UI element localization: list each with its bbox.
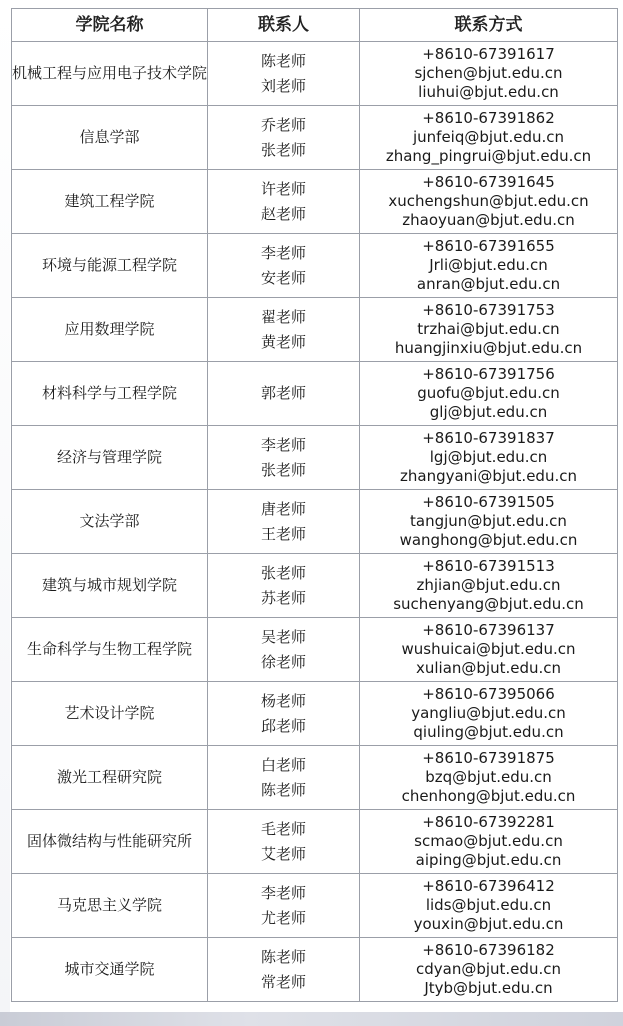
table-body [12,42,618,1002]
email-address: suchenyang@bjut.edu.cn [393,595,584,613]
phone-number: +8610-67391756 [422,365,555,383]
contact-person-name: 刘老师 [260,76,306,95]
college-name-cell: 信息学部 [12,106,208,170]
phone-number: +8610-67391505 [422,493,555,511]
contact-person-cell [208,42,360,106]
table-row [12,490,618,554]
contact-person-name: 王老师 [260,524,306,543]
contact-person-name: 安老师 [260,268,306,287]
header-college-name: 学院名称 [12,9,208,42]
contact-person-name: 张老师 [260,563,306,582]
contact-method-cell [360,938,618,1002]
email-address: aiping@bjut.edu.cn [415,851,562,869]
phone-number: +8610-67395066 [422,685,555,703]
email-address: chenhong@bjut.edu.cn [401,787,576,805]
contact-person-name: 李老师 [260,883,306,902]
contact-person-cell [208,298,360,362]
contact-person-cell [208,490,360,554]
contact-method-cell [360,106,618,170]
college-name-cell: 机械工程与应用电子技术学院 [12,42,208,106]
phone-number: +8610-67391655 [422,237,555,255]
college-name-cell: 应用数理学院 [12,298,208,362]
contact-person-name: 李老师 [260,435,306,454]
email-address: huangjinxiu@bjut.edu.cn [394,339,583,357]
college-name-cell: 激光工程研究院 [12,746,208,810]
email-address: lgj@bjut.edu.cn [429,448,548,466]
contact-method-cell [360,298,618,362]
college-name-cell: 马克思主义学院 [12,874,208,938]
table-row [12,938,618,1002]
header-contact-method: 联系方式 [360,9,618,42]
college-name-cell: 文法学部 [12,490,208,554]
contact-person-cell [208,682,360,746]
college-name-cell: 固体微结构与性能研究所 [12,810,208,874]
contact-person-cell [208,170,360,234]
email-address: zhaoyuan@bjut.edu.cn [402,211,575,229]
email-address: qiuling@bjut.edu.cn [413,723,564,741]
contact-method-cell [360,746,618,810]
contact-method-cell [360,682,618,746]
contact-person-cell [208,554,360,618]
table-header-row [12,9,618,42]
email-address: scmao@bjut.edu.cn [414,832,563,850]
contact-person-name: 白老师 [260,755,306,774]
contact-person-name: 杨老师 [260,691,306,710]
contact-person-cell [208,106,360,170]
contact-person-name: 徐老师 [260,652,306,671]
contact-method-cell [360,170,618,234]
college-contact-table [11,8,618,1002]
table-row [12,362,618,426]
contact-person-name: 邱老师 [260,716,306,735]
contact-person-name: 张老师 [260,460,306,479]
phone-number: +8610-67396182 [422,941,555,959]
email-address: liuhui@bjut.edu.cn [418,83,559,101]
email-address: zhangyani@bjut.edu.cn [400,467,577,485]
email-address: Jrli@bjut.edu.cn [429,256,548,274]
table-row [12,234,618,298]
header-contact-person: 联系人 [208,9,360,42]
college-name-cell: 建筑与城市规划学院 [12,554,208,618]
table-row [12,746,618,810]
contact-method-cell [360,810,618,874]
contact-method-cell [360,554,618,618]
contact-person-cell [208,426,360,490]
table-row [12,554,618,618]
contact-person-name: 许老师 [260,179,306,198]
email-address: tangjun@bjut.edu.cn [410,512,567,530]
table-row [12,170,618,234]
contact-person-name: 尤老师 [260,908,306,927]
contact-method-cell [360,42,618,106]
table-row [12,874,618,938]
phone-number: +8610-67391617 [422,45,555,63]
contact-person-name: 艾老师 [260,844,306,863]
phone-number: +8610-67391645 [422,173,555,191]
table-row [12,618,618,682]
contact-method-cell [360,618,618,682]
contact-person-cell [208,874,360,938]
contact-person-name: 陈老师 [260,947,306,966]
email-address: Jtyb@bjut.edu.cn [424,979,553,997]
phone-number: +8610-67391513 [422,557,555,575]
contact-person-name: 郭老师 [260,384,306,402]
email-address: anran@bjut.edu.cn [416,275,561,293]
college-name-cell: 生命科学与生物工程学院 [12,618,208,682]
phone-number: +8610-67392281 [422,813,555,831]
college-name-cell: 材料科学与工程学院 [12,362,208,426]
contact-person-name: 黄老师 [260,332,306,351]
college-name-cell: 经济与管理学院 [12,426,208,490]
table-row [12,426,618,490]
email-address: zhang_pingrui@bjut.edu.cn [385,147,592,165]
contact-method-cell [360,234,618,298]
page-left-shade [0,0,10,1026]
email-address: xuchengshun@bjut.edu.cn [388,192,589,210]
contact-person-name: 吴老师 [260,627,306,646]
college-name-cell: 艺术设计学院 [12,682,208,746]
contact-person-cell [208,234,360,298]
email-address: guofu@bjut.edu.cn [417,384,560,402]
email-address: lids@bjut.edu.cn [425,896,552,914]
email-address: junfeiq@bjut.edu.cn [412,128,564,146]
phone-number: +8610-67396412 [422,877,555,895]
phone-number: +8610-67391862 [422,109,555,127]
email-address: wanghong@bjut.edu.cn [399,531,578,549]
email-address: zhjian@bjut.edu.cn [416,576,561,594]
contact-person-name: 赵老师 [260,204,306,223]
table-row [12,810,618,874]
email-address: sjchen@bjut.edu.cn [414,64,563,82]
email-address: bzq@bjut.edu.cn [425,768,552,786]
table-row [12,298,618,362]
contact-person-name: 李老师 [260,243,306,262]
email-address: xulian@bjut.edu.cn [415,659,562,677]
college-name-cell: 建筑工程学院 [12,170,208,234]
contact-person-cell [208,938,360,1002]
email-address: yangliu@bjut.edu.cn [411,704,566,722]
contact-person-name: 乔老师 [260,115,306,134]
table-row [12,42,618,106]
bottom-photo-strip [0,1012,623,1026]
contact-person-cell [208,746,360,810]
email-address: cdyan@bjut.edu.cn [416,960,561,978]
contact-person-name: 毛老师 [260,819,306,838]
contact-method-cell [360,874,618,938]
contact-person-name: 苏老师 [260,588,306,607]
table-row [12,682,618,746]
contact-person-name: 常老师 [260,972,306,991]
contact-person-name: 翟老师 [260,307,306,326]
contact-person-cell [208,618,360,682]
contact-person-cell [208,362,360,426]
contact-person-name: 陈老师 [260,780,306,799]
phone-number: +8610-67396137 [422,621,555,639]
contact-person-cell [208,810,360,874]
email-address: youxin@bjut.edu.cn [413,915,564,933]
email-address: glj@bjut.edu.cn [429,403,548,421]
contact-person-name: 唐老师 [260,499,306,518]
table-row [12,106,618,170]
email-address: wushuicai@bjut.edu.cn [401,640,576,658]
phone-number: +8610-67391837 [422,429,555,447]
college-name-cell: 环境与能源工程学院 [12,234,208,298]
contact-method-cell [360,490,618,554]
college-name-cell: 城市交通学院 [12,938,208,1002]
contact-method-cell [360,426,618,490]
contact-person-name: 陈老师 [260,51,306,70]
contact-method-cell [360,362,618,426]
phone-number: +8610-67391875 [422,749,555,767]
contact-person-name: 张老师 [260,140,306,159]
phone-number: +8610-67391753 [422,301,555,319]
email-address: trzhai@bjut.edu.cn [417,320,560,338]
